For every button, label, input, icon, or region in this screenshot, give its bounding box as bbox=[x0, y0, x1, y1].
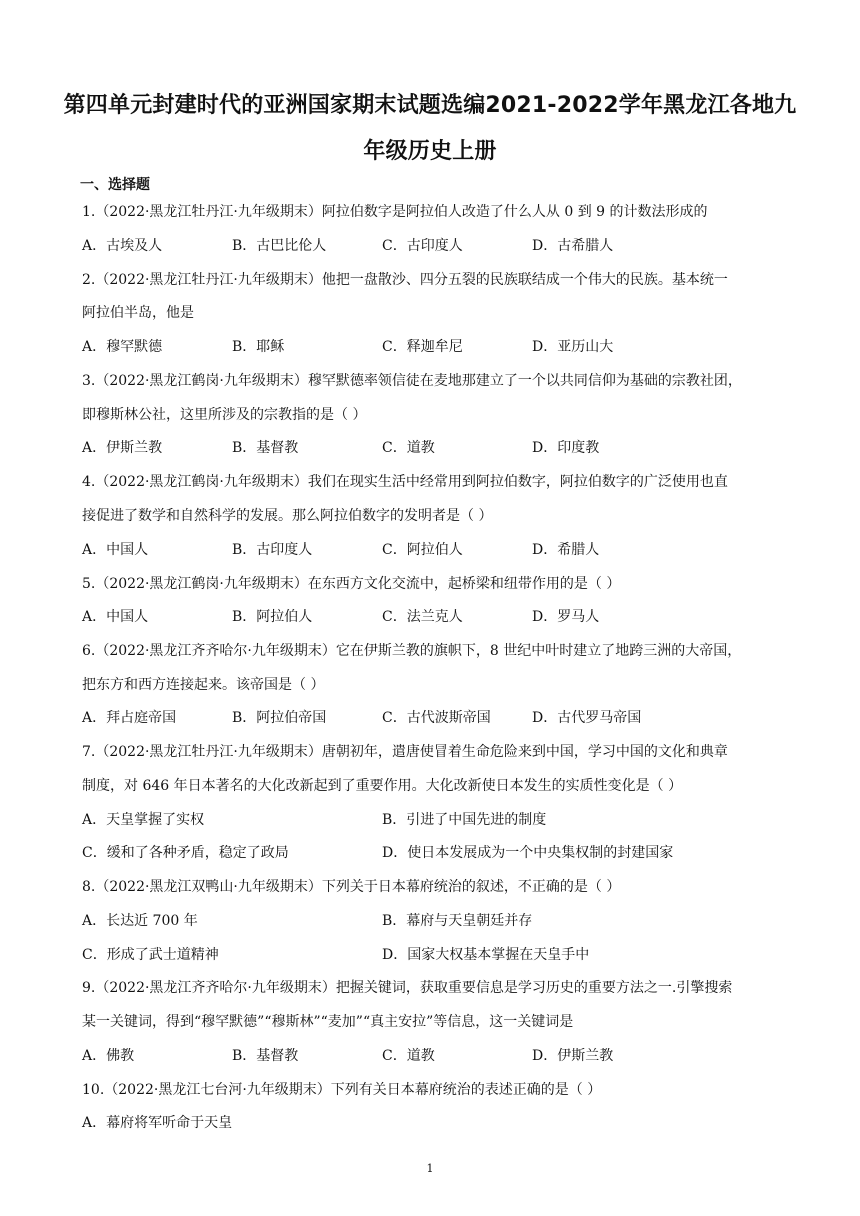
page-number: 1 bbox=[426, 1162, 434, 1175]
question-2-text-line-2: 阿拉伯半岛，他是 bbox=[82, 305, 194, 321]
q9-option-a: A．佛教 bbox=[82, 1048, 135, 1064]
question-3-text-line-1: 3.（2022·黑龙江鹤岗·九年级期末）穆罕默德率领信徒在麦地那建立了一个以共同信仰为基础的宗教社团， bbox=[82, 373, 742, 389]
question-7-text-line-1: 7.（2022·黑龙江牡丹江·九年级期末）唐朝初年，遣唐使冒着生命危险来到中国，学习中国的文化和典章 bbox=[82, 744, 728, 760]
q9-option-c: C．道教 bbox=[382, 1048, 435, 1064]
q6-option-a: A．拜占庭帝国 bbox=[82, 710, 177, 726]
question-2-text-line-1: 2.（2022·黑龙江牡丹江·九年级期末）他把一盘散沙、四分五裂的民族联结成一个伟大的民族。基本统一 bbox=[82, 272, 728, 288]
question-8-text: 8.（2022·黑龙江双鸭山·九年级期末）下列关于日本幕府统治的叙述，不正确的是（ ） bbox=[82, 879, 621, 895]
question-7-text-line-2: 制度，对 646 年日本著名的大化改新起到了重要作用。大化改新使日本发生的实质性变化是（ ） bbox=[82, 778, 683, 794]
question-4-text-line-2: 接促进了数学和自然科学的发展。那么阿拉伯数字的发明者是（ ） bbox=[82, 508, 493, 524]
q6-option-b: B．阿拉伯帝国 bbox=[232, 710, 327, 726]
q1-option-b: B．古巴比伦人 bbox=[232, 238, 327, 254]
q3-option-a: A．伊斯兰教 bbox=[82, 440, 163, 456]
q3-option-d: D．印度教 bbox=[532, 440, 600, 456]
q6-option-d: D．古代罗马帝国 bbox=[532, 710, 642, 726]
q8-option-a: A．长达近 700 年 bbox=[82, 913, 198, 929]
q2-option-c: C．释迦牟尼 bbox=[382, 339, 463, 355]
question-6-text-line-2: 把东方和西方连接起来。该帝国是（ ） bbox=[82, 677, 325, 693]
q1-option-d: D．古希腊人 bbox=[532, 238, 614, 254]
q8-option-c: C．形成了武士道精神 bbox=[82, 947, 219, 963]
document-title-line-2: 年级历史上册 bbox=[363, 139, 497, 164]
q6-option-c: C．古代波斯帝国 bbox=[382, 710, 491, 726]
q5-option-a: A．中国人 bbox=[82, 609, 149, 625]
q2-option-d: D．亚历山大 bbox=[532, 339, 614, 355]
question-10-text: 10.（2022·黑龙江七台河·九年级期末）下列有关日本幕府统治的表述正确的是（ ） bbox=[82, 1082, 602, 1098]
document-title-line-1: 第四单元封建时代的亚洲国家期末试题选编2021-2022学年黑龙江各地九 bbox=[63, 93, 797, 118]
question-9-text-line-1: 9.（2022·黑龙江齐齐哈尔·九年级期末）把握关键词，获取重要信息是学习历史的重要方法之一.引擎搜索 bbox=[82, 980, 733, 996]
q5-option-b: B．阿拉伯人 bbox=[232, 609, 313, 625]
q1-option-a: A．古埃及人 bbox=[82, 238, 163, 254]
q4-option-a: A．中国人 bbox=[82, 542, 149, 558]
q7-option-c: C．缓和了各种矛盾，稳定了政局 bbox=[82, 845, 289, 861]
q2-option-a: A．穆罕默德 bbox=[82, 339, 163, 355]
q3-option-c: C．道教 bbox=[382, 440, 435, 456]
q9-option-d: D．伊斯兰教 bbox=[532, 1048, 614, 1064]
question-6-text-line-1: 6.（2022·黑龙江齐齐哈尔·九年级期末）它在伊斯兰教的旗帜下，8 世纪中叶时建立了地跨三洲的大帝国， bbox=[82, 643, 742, 659]
question-3-text-line-2: 即穆斯林公社，这里所涉及的宗教指的是（ ） bbox=[82, 407, 367, 423]
q7-option-a: A．天皇掌握了实权 bbox=[82, 812, 205, 828]
q7-option-b: B．引进了中国先进的制度 bbox=[382, 812, 547, 828]
q9-option-b: B．基督教 bbox=[232, 1048, 299, 1064]
q8-option-b: B．幕府与天皇朝廷并存 bbox=[382, 913, 533, 929]
q4-option-b: B．古印度人 bbox=[232, 542, 313, 558]
section-heading: 一、选择题 bbox=[80, 177, 150, 193]
question-9-text-line-2: 某一关键词，得到“穆罕默德”“穆斯林”“麦加”“真主安拉”等信息，这一关键词是 bbox=[82, 1014, 574, 1030]
q2-option-b: B．耶稣 bbox=[232, 339, 285, 355]
question-1-text: 1.（2022·黑龙江牡丹江·九年级期末）阿拉伯数字是阿拉伯人改造了什么人从 0 到 9 的计数法形成的 bbox=[82, 204, 708, 220]
question-4-text-line-1: 4.（2022·黑龙江鹤岗·九年级期末）我们在现实生活中经常用到阿拉伯数字，阿拉伯数字的广泛使用也直 bbox=[82, 474, 728, 490]
q5-option-c: C．法兰克人 bbox=[382, 609, 463, 625]
q7-option-d: D．使日本发展成为一个中央集权制的封建国家 bbox=[382, 845, 674, 861]
q3-option-b: B．基督教 bbox=[232, 440, 299, 456]
q10-option-a: A．幕府将军听命于天皇 bbox=[82, 1115, 233, 1131]
q4-option-d: D．希腊人 bbox=[532, 542, 600, 558]
q5-option-d: D．罗马人 bbox=[532, 609, 600, 625]
q1-option-c: C．古印度人 bbox=[382, 238, 463, 254]
q4-option-c: C．阿拉伯人 bbox=[382, 542, 463, 558]
q8-option-d: D．国家大权基本掌握在天皇手中 bbox=[382, 947, 590, 963]
question-5-text: 5.（2022·黑龙江鹤岗·九年级期末）在东西方文化交流中，起桥梁和纽带作用的是（ ） bbox=[82, 576, 621, 592]
